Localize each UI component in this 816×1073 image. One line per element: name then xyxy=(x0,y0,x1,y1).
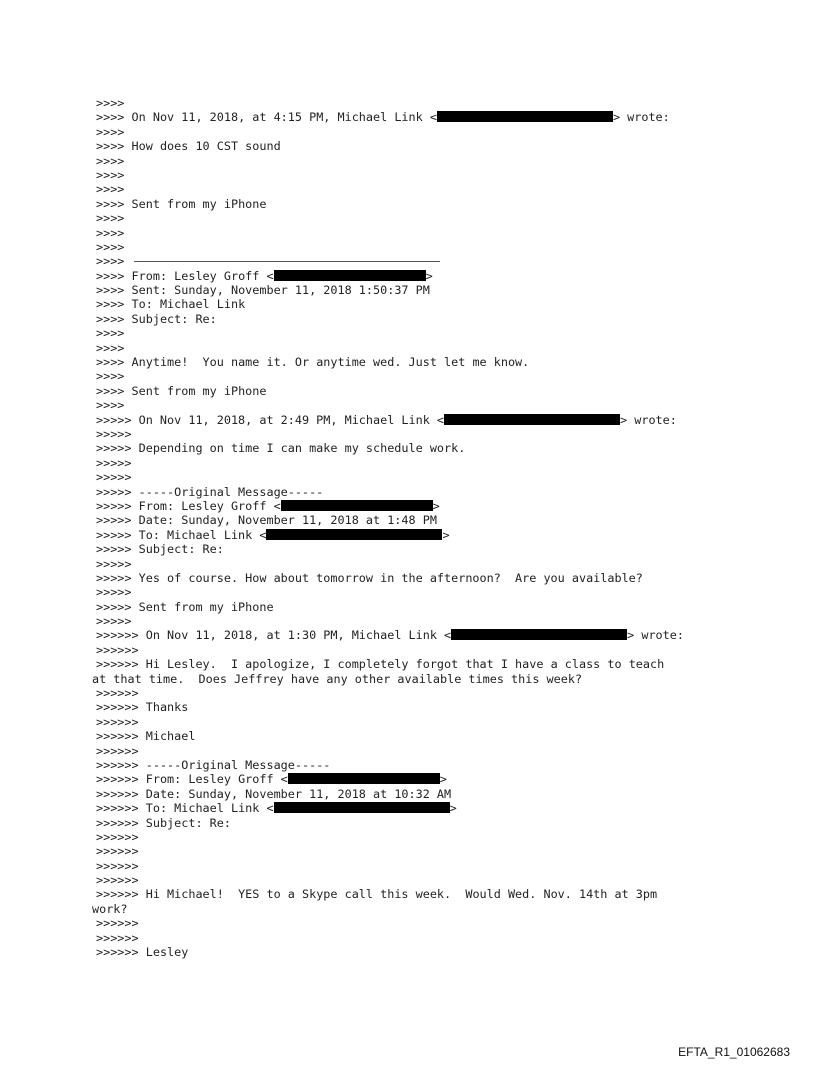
quote-prefix: >>>> xyxy=(96,239,125,254)
line-text: at that time. Does Jeffrey have any other available times this week? xyxy=(92,671,583,686)
quote-prefix: >>>>>> xyxy=(96,858,139,873)
email-line xyxy=(96,384,736,398)
quote-prefix: >>>> xyxy=(96,311,125,326)
quote-prefix: >>>> xyxy=(96,268,125,283)
quote-prefix: >>>> xyxy=(96,225,125,240)
email-line xyxy=(96,254,736,268)
email-line xyxy=(96,312,736,326)
quote-prefix: >>>>> xyxy=(96,599,132,614)
email-line xyxy=(96,758,736,772)
redaction-block xyxy=(437,111,613,122)
email-line xyxy=(96,542,736,556)
email-line xyxy=(96,801,736,815)
quote-prefix: >>>>> xyxy=(96,513,132,528)
line-text-after: > xyxy=(439,772,447,787)
quote-prefix: >>>>>> xyxy=(96,930,139,945)
quote-prefix: >>>>> xyxy=(96,570,132,585)
quote-prefix: >>>>>> xyxy=(96,887,139,902)
quote-prefix: >>>>>> xyxy=(96,729,139,744)
line-text: Anytime! You name it. Or anytime wed. Just let me know. xyxy=(131,355,530,370)
email-line xyxy=(96,686,736,700)
email-line xyxy=(96,528,736,542)
email-line xyxy=(96,643,736,657)
document-id-stamp: EFTA_R1_01062683 xyxy=(678,1045,790,1059)
quote-prefix: >>>>>> xyxy=(96,700,139,715)
email-line xyxy=(96,226,736,240)
quote-prefix: >>>>> xyxy=(96,470,132,485)
email-line xyxy=(96,456,736,470)
email-line xyxy=(96,168,736,182)
email-line xyxy=(96,859,736,873)
email-line xyxy=(96,240,736,254)
email-line xyxy=(96,772,736,786)
line-text: How does 10 CST sound xyxy=(131,139,281,154)
quote-prefix: >>>> xyxy=(96,254,125,269)
email-line xyxy=(96,499,736,513)
redaction-block xyxy=(288,773,440,784)
line-text: To: Michael Link xyxy=(131,297,246,312)
line-text: To: Michael Link < xyxy=(138,527,267,542)
line-text-after: > xyxy=(425,268,433,283)
redaction-block xyxy=(274,802,450,813)
email-line xyxy=(96,125,736,139)
separator-rule xyxy=(134,261,440,262)
email-line xyxy=(96,916,736,930)
email-line xyxy=(96,628,736,642)
email-line xyxy=(96,873,736,887)
quote-prefix: >>>> xyxy=(96,340,125,355)
line-text: Date: Sunday, November 11, 2018 at 10:32 AM xyxy=(145,786,452,801)
email-line xyxy=(96,571,736,585)
email-line xyxy=(96,413,736,427)
quote-prefix: >>>> xyxy=(96,96,125,110)
quote-prefix: >>>>>> xyxy=(96,844,139,859)
quote-prefix: >>>> xyxy=(96,297,125,312)
line-text: To: Michael Link < xyxy=(145,801,274,816)
line-text: From: Lesley Groff < xyxy=(138,498,281,513)
line-text: Sent from my iPhone xyxy=(131,383,267,398)
email-line xyxy=(96,341,736,355)
quote-prefix: >>>>>> xyxy=(96,815,139,830)
email-line xyxy=(96,844,736,858)
email-line xyxy=(96,470,736,484)
redaction-block xyxy=(281,500,433,511)
line-text-after: > xyxy=(449,801,457,816)
email-line xyxy=(96,427,736,441)
email-line xyxy=(96,441,736,455)
email-line xyxy=(96,269,736,283)
quote-prefix: >>>>>> xyxy=(96,801,139,816)
quote-prefix: >>>> xyxy=(96,383,125,398)
line-text: Yes of course. How about tomorrow in the afternoon? Are you available? xyxy=(138,570,643,585)
quote-prefix: >>>>>> xyxy=(96,945,139,960)
redaction-block xyxy=(274,270,426,281)
line-text: Michael xyxy=(145,729,196,744)
quote-prefix: >>>>>> xyxy=(96,916,139,931)
quote-prefix: >>>> xyxy=(96,283,125,298)
quote-prefix: >>>>> xyxy=(96,441,132,456)
line-text-after: > wrote: xyxy=(627,628,684,643)
email-line xyxy=(96,211,736,225)
email-line xyxy=(96,729,736,743)
line-text: On Nov 11, 2018, at 4:15 PM, Michael Link < xyxy=(131,110,437,125)
email-line xyxy=(96,945,736,959)
line-text-after: > wrote: xyxy=(620,412,677,427)
quote-prefix: >>>>> xyxy=(96,455,132,470)
quote-prefix: >>>> xyxy=(96,196,125,211)
email-line xyxy=(96,326,736,340)
email-line xyxy=(96,700,736,714)
quote-prefix: >>>>>> xyxy=(96,743,139,758)
quote-prefix: >>>> xyxy=(96,369,125,384)
line-text: Subject: Re: xyxy=(131,311,217,326)
email-line xyxy=(92,672,736,686)
line-text: Hi Lesley. I apologize, I completely forgot that I have a class to teach xyxy=(145,657,665,672)
quote-prefix: >>>>>> xyxy=(96,686,139,701)
email-line xyxy=(96,154,736,168)
quote-prefix: >>>>>> xyxy=(96,657,139,672)
quote-prefix: >>>> xyxy=(96,139,125,154)
email-line xyxy=(96,513,736,527)
email-line xyxy=(96,931,736,945)
quote-prefix: >>>>> xyxy=(96,412,132,427)
line-text-after: > xyxy=(432,498,440,513)
line-text: Depending on time I can make my schedule work. xyxy=(138,441,466,456)
email-line xyxy=(96,197,736,211)
line-text: -----Original Message----- xyxy=(138,484,324,499)
email-line xyxy=(96,787,736,801)
email-line xyxy=(96,830,736,844)
quote-prefix: >>>>>> xyxy=(96,873,139,888)
line-text: From: Lesley Groff < xyxy=(145,772,288,787)
email-line xyxy=(96,715,736,729)
quote-prefix: >>>>> xyxy=(96,484,132,499)
line-text: On Nov 11, 2018, at 1:30 PM, Michael Link < xyxy=(145,628,452,643)
email-line xyxy=(96,816,736,830)
quote-prefix: >>>> xyxy=(96,182,125,197)
line-text: Hi Michael! YES to a Skype call this week. Would Wed. Nov. 14th at 3pm xyxy=(145,887,658,902)
quote-prefix: >>>> xyxy=(96,326,125,341)
email-line xyxy=(96,887,736,901)
redaction-block xyxy=(266,529,442,540)
line-text: Sent: Sunday, November 11, 2018 1:50:37 PM xyxy=(131,283,430,298)
line-text: On Nov 11, 2018, at 2:49 PM, Michael Link < xyxy=(138,412,445,427)
quote-prefix: >>>>> xyxy=(96,498,132,513)
email-line xyxy=(96,585,736,599)
quote-prefix: >>>>> xyxy=(96,585,132,600)
quote-prefix: >>>>> xyxy=(96,527,132,542)
quote-prefix: >>>>>> xyxy=(96,628,139,643)
quote-prefix: >>>>>> xyxy=(96,772,139,787)
quote-prefix: >>>>> xyxy=(96,614,132,629)
email-line xyxy=(96,557,736,571)
line-text-after: > xyxy=(442,527,450,542)
quote-prefix: >>>> xyxy=(96,211,125,226)
quote-prefix: >>>>> xyxy=(96,426,132,441)
line-text: Sent from my iPhone xyxy=(138,599,274,614)
quote-prefix: >>>>>> xyxy=(96,786,139,801)
line-text: Subject: Re: xyxy=(138,542,224,557)
quote-prefix: >>>>>> xyxy=(96,829,139,844)
quote-prefix: >>>>>> xyxy=(96,642,139,657)
quote-prefix: >>>>>> xyxy=(96,757,139,772)
email-line xyxy=(96,485,736,499)
email-line xyxy=(96,398,736,412)
email-line xyxy=(96,744,736,758)
email-line xyxy=(96,355,736,369)
email-line xyxy=(96,110,736,124)
quote-prefix: >>>> xyxy=(96,110,125,125)
email-line xyxy=(96,139,736,153)
line-text: Lesley xyxy=(145,945,189,960)
line-text: Subject: Re: xyxy=(145,815,231,830)
quote-prefix: >>>>> xyxy=(96,542,132,557)
line-text-after: > wrote: xyxy=(612,110,670,125)
line-text: Date: Sunday, November 11, 2018 at 1:48 PM xyxy=(138,513,437,528)
quote-prefix: >>>> xyxy=(96,398,125,413)
email-line xyxy=(96,182,736,196)
line-text: Thanks xyxy=(145,700,189,715)
email-line xyxy=(96,96,736,110)
line-text: From: Lesley Groff < xyxy=(131,268,274,283)
redaction-block xyxy=(444,414,620,425)
quote-prefix: >>>>> xyxy=(96,556,132,571)
quote-prefix: >>>> xyxy=(96,153,125,168)
redaction-block xyxy=(451,629,627,640)
line-text: work? xyxy=(92,901,128,916)
line-text: Sent from my iPhone xyxy=(131,196,267,211)
email-thread-body xyxy=(92,96,736,960)
quote-prefix: >>>> xyxy=(96,167,125,182)
line-text: -----Original Message----- xyxy=(145,757,331,772)
email-line xyxy=(96,614,736,628)
quote-prefix: >>>> xyxy=(96,355,125,370)
quote-prefix: >>>>>> xyxy=(96,714,139,729)
email-line xyxy=(96,283,736,297)
email-line xyxy=(92,902,736,916)
email-line xyxy=(96,657,736,671)
email-line xyxy=(96,600,736,614)
email-line xyxy=(96,297,736,311)
email-line xyxy=(96,369,736,383)
quote-prefix: >>>> xyxy=(96,124,125,139)
